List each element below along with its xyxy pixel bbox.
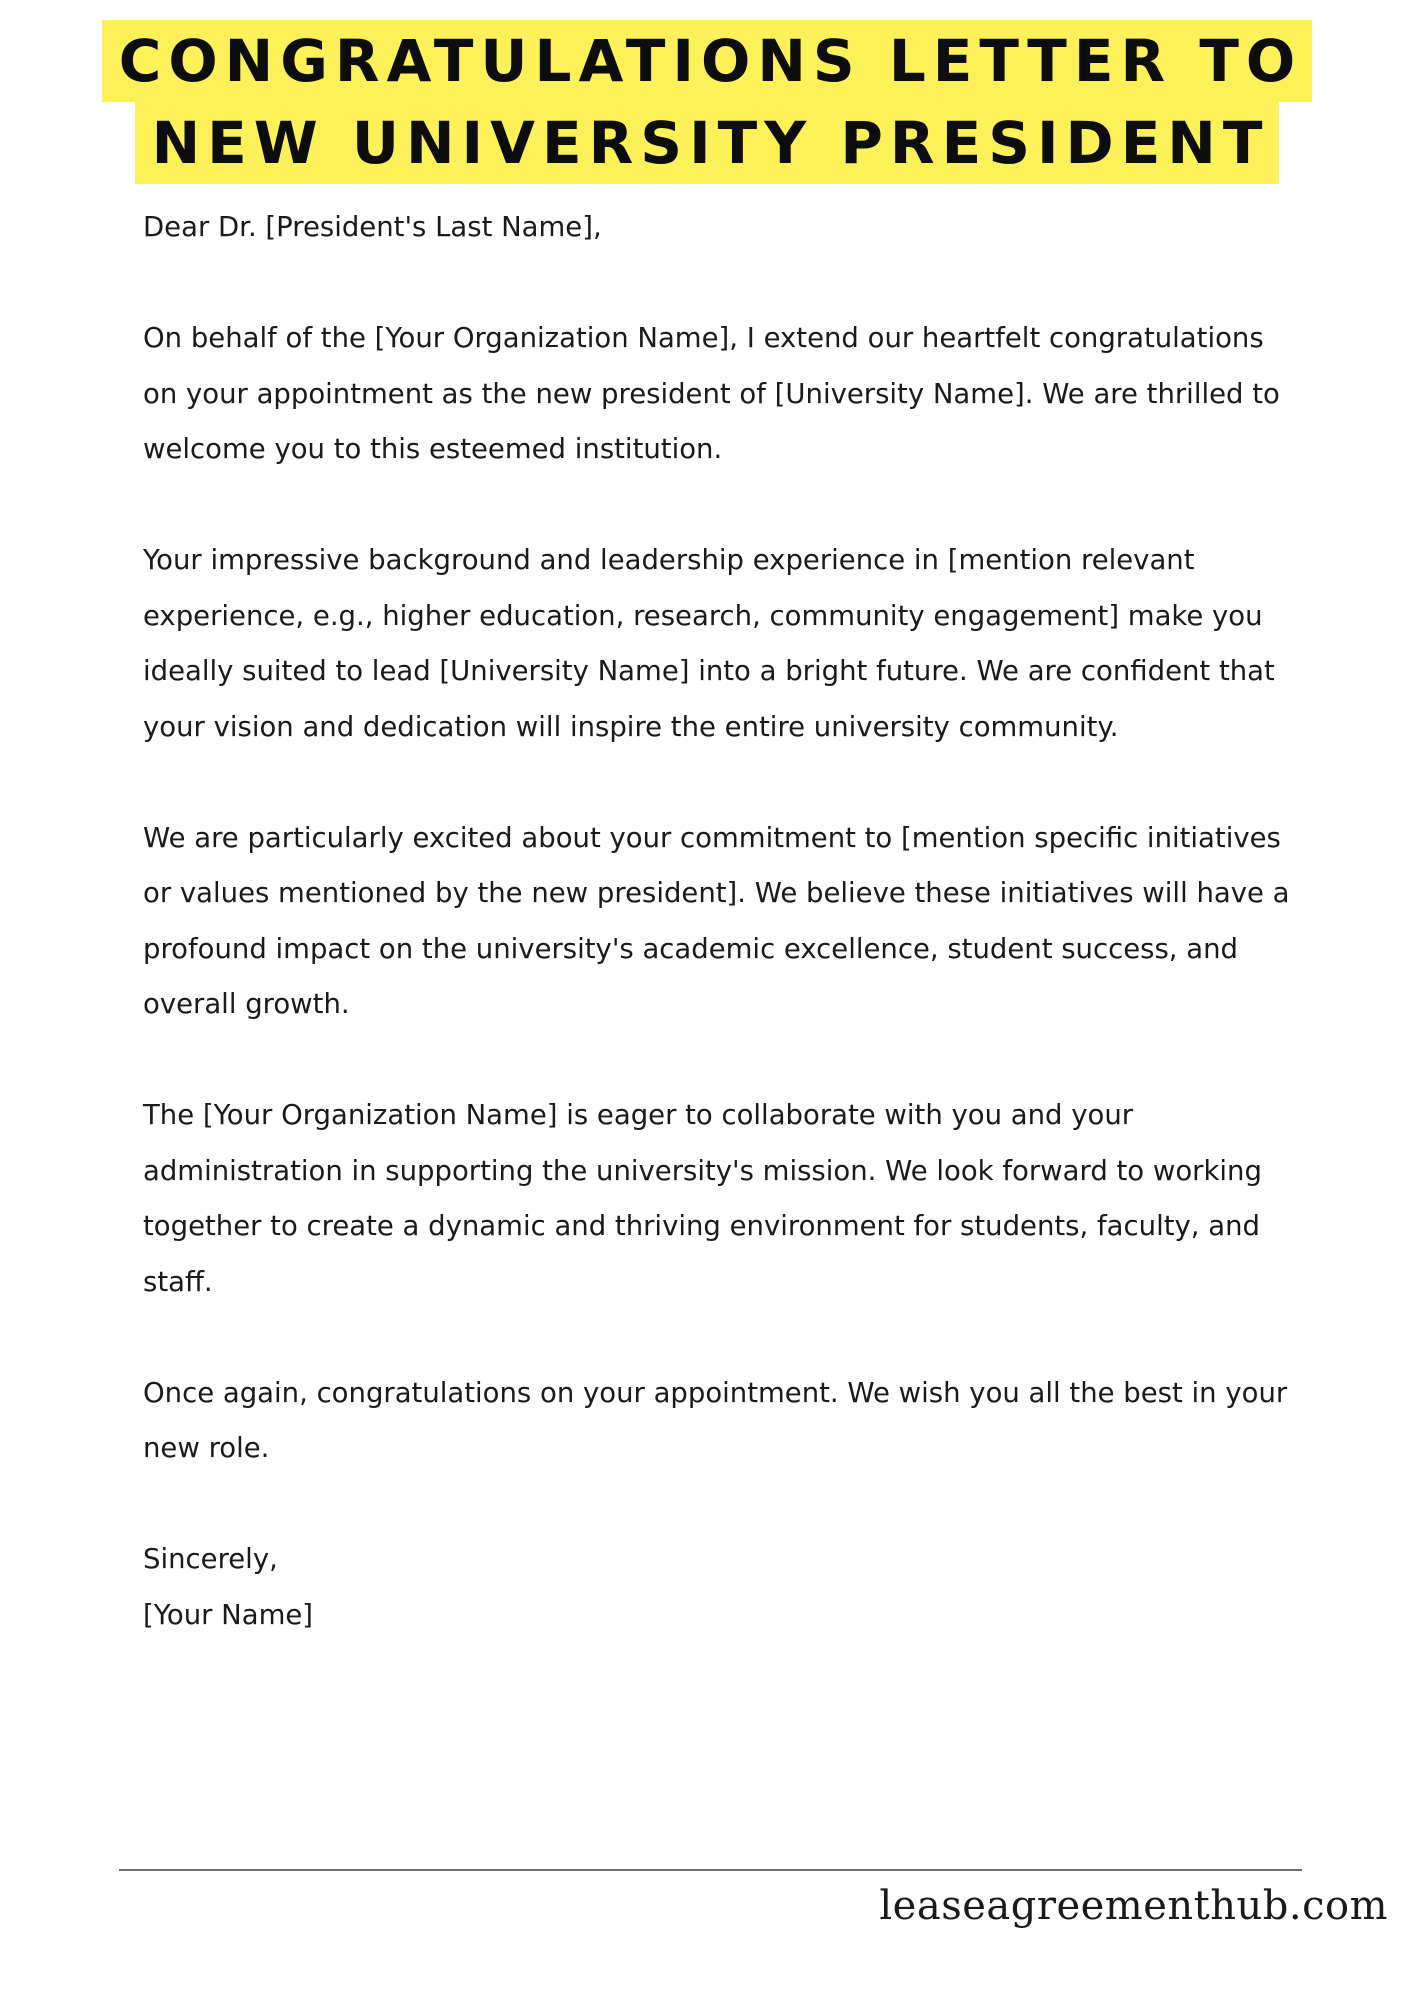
title-line-2: NEW UNIVERSITY PRESIDENT bbox=[135, 102, 1280, 184]
closing: Sincerely, bbox=[143, 1543, 278, 1575]
signature: [Your Name] bbox=[143, 1598, 314, 1631]
paragraph-3: We are particularly excited about your commitment to [mention specific initiatives or values mentioned by the new president]. We believe these initiatives will have a profound impact on the university's academic excellence, student success, and overall growth. bbox=[143, 821, 1290, 1020]
title-line-1: CONGRATULATIONS LETTER TO bbox=[102, 20, 1312, 102]
paragraph-1: On behalf of the [Your Organization Name], I extend our heartfelt congratulations on your appointment as the new president of [University Name]. We are thrilled to welcome you to this esteemed institution. bbox=[143, 322, 1280, 465]
paragraph-4: The [Your Organization Name] is eager to collaborate with you and your administration in supporting the university's mission. We look forward to working together to create a dynamic and thriving environment for students, faculty, and staff. bbox=[143, 1099, 1262, 1298]
document-title bbox=[0, 20, 1414, 184]
website-footer: leaseagreementhub.com bbox=[879, 1883, 1388, 1929]
salutation: Dear Dr. [President's Last Name], bbox=[143, 211, 602, 243]
footer-divider bbox=[119, 1869, 1302, 1871]
letter-body bbox=[143, 200, 1303, 1643]
paragraph-5: Once again, congratulations on your appointment. We wish you all the best in your new role. bbox=[143, 1376, 1288, 1464]
paragraph-2: Your impressive background and leadership experience in [mention relevant experience, e.g., higher education, research, community engagement] make you ideally suited to lead [University Name] into a bright future. We are confident that your vision and dedication will inspire the entire university community. bbox=[143, 544, 1275, 743]
